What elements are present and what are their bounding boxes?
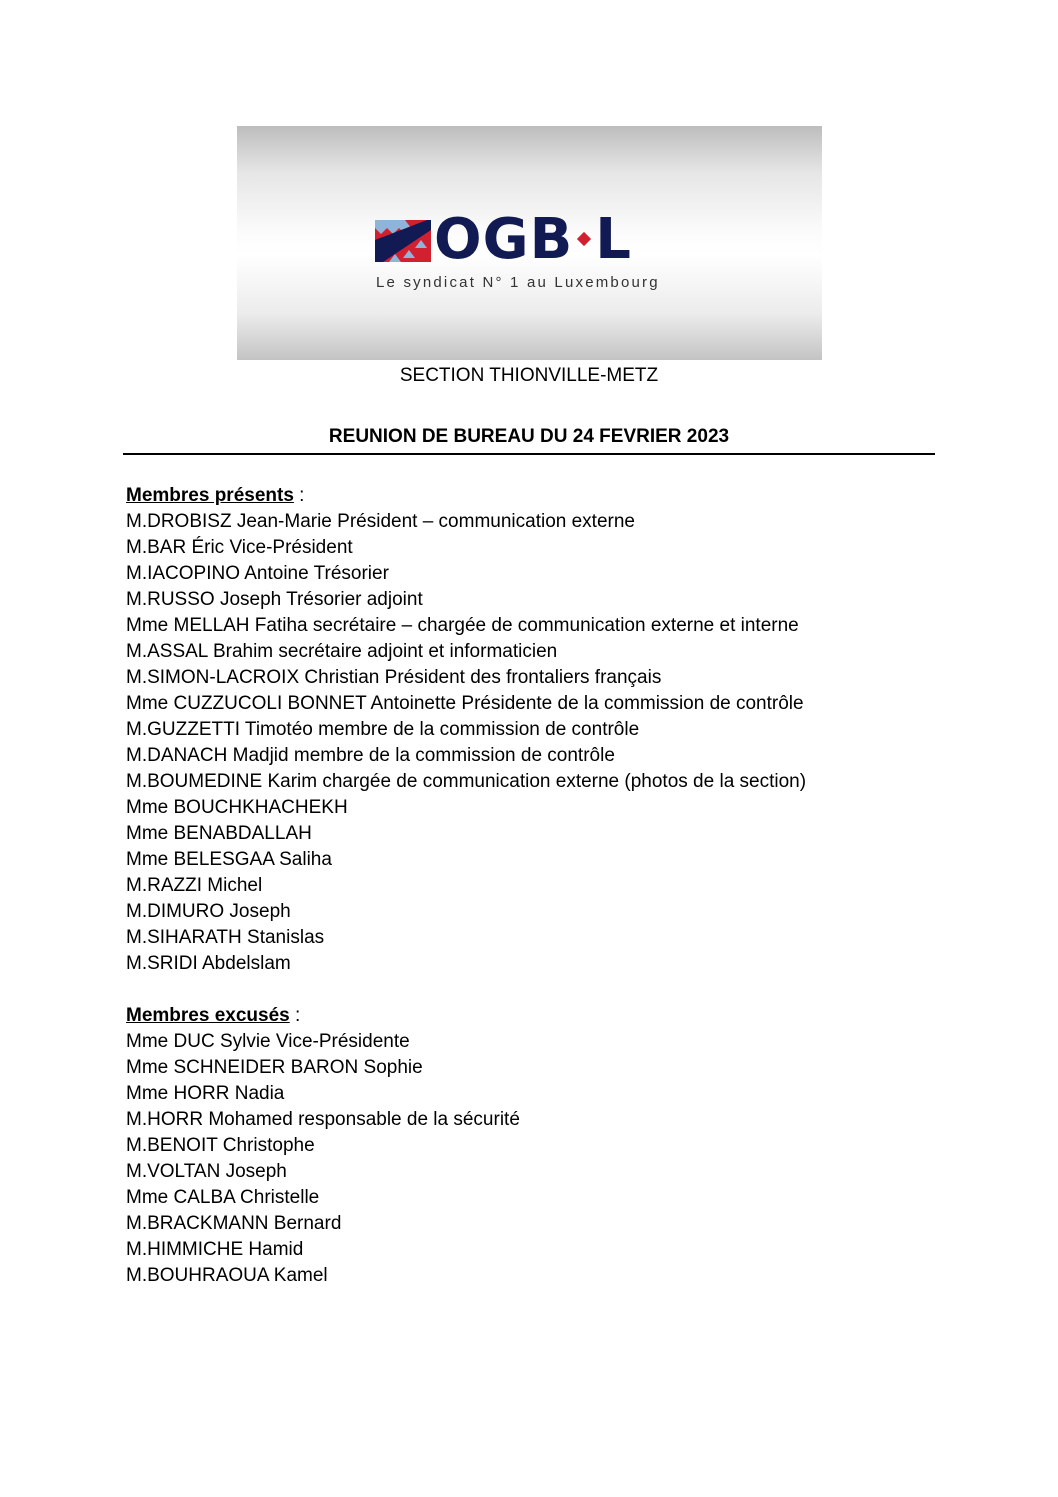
member-line: M.DIMURO Joseph: [126, 901, 291, 922]
member-line: Mme DUC Sylvie Vice-Présidente: [126, 1031, 410, 1052]
member-line: M.SIHARATH Stanislas: [126, 927, 325, 948]
present-heading: Membres présents: [126, 485, 294, 506]
member-line: M.RUSSO Joseph Trésorier adjoint: [126, 589, 423, 610]
section-title: SECTION THIONVILLE-METZ: [399, 365, 659, 386]
excused-heading: Membres excusés: [126, 1005, 290, 1026]
excused-members-section: [126, 1003, 520, 1289]
member-line: Mme BENABDALLAH: [126, 823, 312, 844]
present-heading-line: [126, 483, 806, 509]
ogbl-logo-mark-icon: [375, 220, 431, 262]
member-line: M.SIMON-LACROIX Christian Président des frontaliers français: [126, 667, 662, 688]
member-line: M.HIMMICHE Hamid: [126, 1239, 304, 1260]
member-line: Mme SCHNEIDER BARON Sophie: [126, 1057, 423, 1078]
member-line: M.VOLTAN Joseph: [126, 1161, 287, 1182]
logo-tagline: Le syndicat N° 1 au Luxembourg: [376, 274, 660, 291]
logo-diamond-icon: [577, 232, 591, 246]
ogbl-logo-wordmark: OGB L: [434, 207, 632, 272]
member-line: Mme BOUCHKHACHEKH: [126, 797, 348, 818]
member-line: Mme CALBA Christelle: [126, 1187, 320, 1208]
member-line: M.DANACH Madjid membre de la commission de contrôle: [126, 745, 615, 766]
meeting-title: REUNION DE BUREAU DU 24 FEVRIER 2023: [328, 426, 730, 447]
member-line: M.BOUMEDINE Karim chargée de communication externe (photos de la section): [126, 771, 807, 792]
member-line: Mme BELESGAA Saliha: [126, 849, 332, 870]
member-line: M.HORR Mohamed responsable de la sécurité: [126, 1109, 520, 1130]
title-divider: [123, 453, 935, 455]
member-line: M.ASSAL Brahim secrétaire adjoint et informaticien: [126, 641, 558, 662]
excused-heading-line: [126, 1003, 520, 1029]
member-line: M.BRACKMANN Bernard: [126, 1213, 342, 1234]
member-line: M.SRIDI Abdelslam: [126, 953, 291, 974]
heading-colon: :: [293, 485, 305, 506]
member-line: Mme CUZZUCOLI BONNET Antoinette Présidente de la commission de contrôle: [126, 693, 804, 714]
member-line: M.BENOIT Christophe: [126, 1135, 315, 1156]
member-line: Mme HORR Nadia: [126, 1083, 285, 1104]
present-members-section: [126, 483, 806, 977]
member-line: M.BOUHRAOUA Kamel: [126, 1265, 328, 1286]
member-line: M.BAR Éric Vice-Président: [126, 537, 353, 558]
member-line: M.IACOPINO Antoine Trésorier: [126, 563, 389, 584]
member-line: M.DROBISZ Jean-Marie Président – communication externe: [126, 511, 635, 532]
heading-colon: :: [289, 1005, 301, 1026]
member-line: M.RAZZI Michel: [126, 875, 263, 896]
member-line: Mme MELLAH Fatiha secrétaire – chargée de communication externe et interne: [126, 615, 799, 636]
member-line: M.GUZZETTI Timotéo membre de la commission de contrôle: [126, 719, 640, 740]
